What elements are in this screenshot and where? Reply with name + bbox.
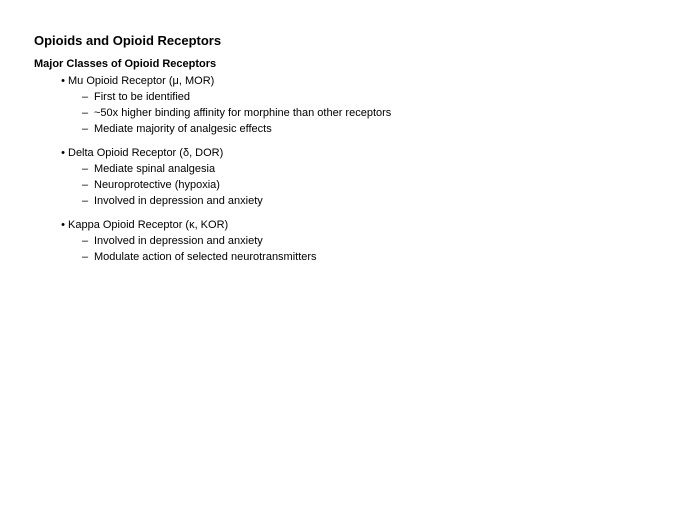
list-item-text: Neuroprotective (hypoxia) — [94, 179, 220, 191]
list-item-text: First to be identified — [94, 91, 190, 103]
list-item-text: Involved in depression and anxiety — [94, 195, 263, 207]
list-item-text: Mediate majority of analgesic effects — [94, 123, 272, 135]
dash-icon: – — [82, 179, 89, 191]
receptor-heading — [34, 145, 654, 161]
dash-icon: – — [82, 235, 89, 247]
receptor-list — [34, 73, 654, 273]
slide-title: Opioids and Opioid Receptors — [34, 33, 222, 48]
receptor-mu — [34, 73, 654, 137]
dash-icon: – — [82, 123, 89, 135]
list-item-text: Involved in depression and anxiety — [94, 235, 263, 247]
receptor-label: Mu Opioid Receptor (μ, MOR) — [68, 75, 215, 87]
slide-subtitle: Major Classes of Opioid Receptors — [34, 58, 217, 70]
list-item — [82, 121, 654, 137]
list-item-text: Modulate action of selected neurotransmitters — [94, 251, 317, 263]
bullet-icon: • — [61, 75, 65, 87]
receptor-label: Kappa Opioid Receptor (κ, KOR) — [68, 219, 229, 231]
receptor-heading — [34, 217, 654, 233]
list-item — [82, 89, 654, 105]
receptor-delta — [34, 145, 654, 209]
list-item — [82, 177, 654, 193]
dash-icon: – — [82, 107, 89, 119]
list-item — [82, 193, 654, 209]
receptor-kappa — [34, 217, 654, 265]
receptor-heading — [34, 73, 654, 89]
list-item — [82, 249, 654, 265]
receptor-label: Delta Opioid Receptor (δ, DOR) — [68, 147, 224, 159]
dash-icon: – — [82, 195, 89, 207]
dash-icon: – — [82, 163, 89, 175]
list-item — [82, 105, 654, 121]
dash-icon: – — [82, 91, 89, 103]
bullet-icon: • — [61, 147, 65, 159]
dash-icon: – — [82, 251, 89, 263]
bullet-icon: • — [61, 219, 65, 231]
list-item-text: ~50x higher binding affinity for morphine than other receptors — [94, 107, 392, 119]
list-item-text: Mediate spinal analgesia — [94, 163, 216, 175]
list-item — [82, 161, 654, 177]
list-item — [82, 233, 654, 249]
